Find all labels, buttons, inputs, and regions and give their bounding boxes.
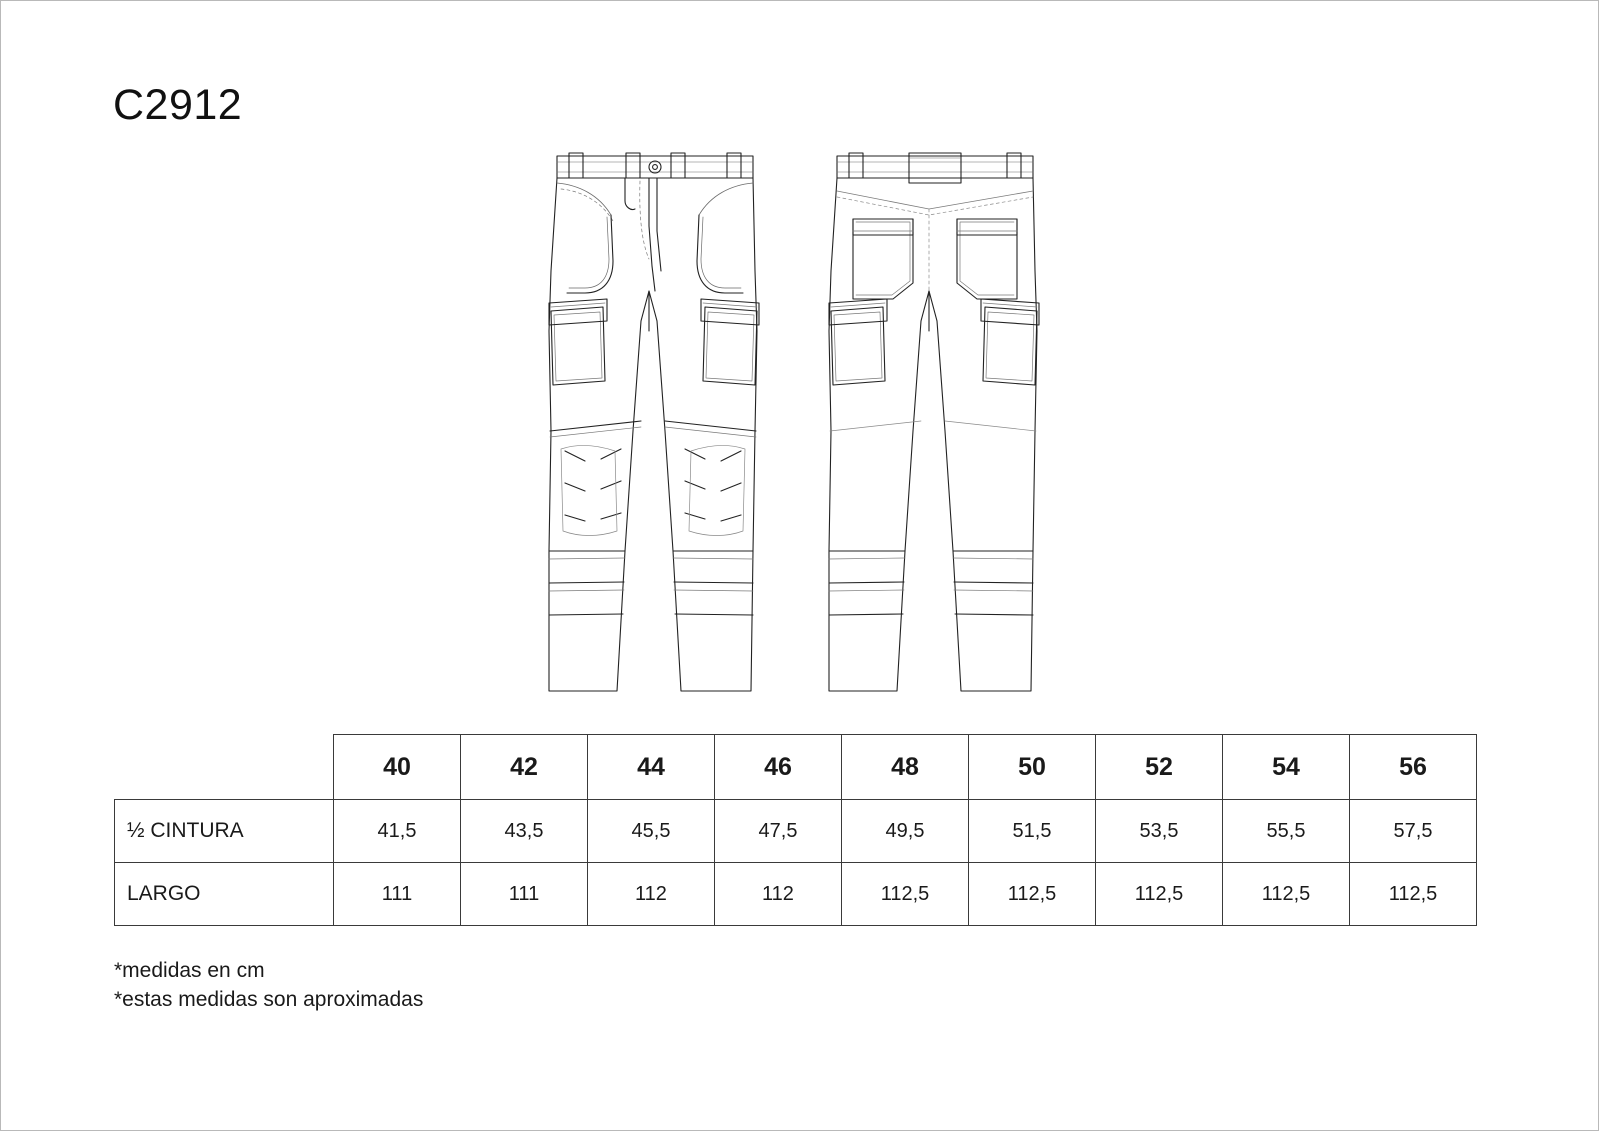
technical-drawing	[521, 131, 1121, 701]
size-header-48: 48	[842, 735, 969, 800]
size-header-40: 40	[334, 735, 461, 800]
size-header-52: 52	[1096, 735, 1223, 800]
table-row	[115, 800, 1477, 863]
row-label-largo: LARGO	[115, 863, 334, 926]
largo-value-44: 112	[588, 863, 715, 926]
cintura-value-40: 41,5	[334, 800, 461, 863]
cintura-value-56: 57,5	[1350, 800, 1477, 863]
cintura-value-46: 47,5	[715, 800, 842, 863]
row-label-cintura: ½ CINTURA	[115, 800, 334, 863]
table-corner-cell	[115, 735, 334, 800]
size-header-46: 46	[715, 735, 842, 800]
largo-value-40: 111	[334, 863, 461, 926]
table-row	[115, 863, 1477, 926]
largo-value-52: 112,5	[1096, 863, 1223, 926]
cintura-value-50: 51,5	[969, 800, 1096, 863]
size-header-42: 42	[461, 735, 588, 800]
largo-value-42: 111	[461, 863, 588, 926]
table-header-row	[115, 735, 1477, 800]
size-header-56: 56	[1350, 735, 1477, 800]
cintura-value-44: 45,5	[588, 800, 715, 863]
largo-value-46: 112	[715, 863, 842, 926]
cintura-value-42: 43,5	[461, 800, 588, 863]
size-header-44: 44	[588, 735, 715, 800]
size-chart-table	[114, 734, 1477, 926]
size-header-50: 50	[969, 735, 1096, 800]
pants-back-technical-drawing	[829, 153, 1039, 691]
page-title: C2912	[113, 81, 243, 129]
footnote-units: *medidas en cm	[114, 959, 265, 982]
largo-value-54: 112,5	[1223, 863, 1350, 926]
footnotes	[114, 956, 423, 1014]
cintura-value-54: 55,5	[1223, 800, 1350, 863]
size-header-54: 54	[1223, 735, 1350, 800]
largo-value-48: 112,5	[842, 863, 969, 926]
largo-value-50: 112,5	[969, 863, 1096, 926]
cintura-value-48: 49,5	[842, 800, 969, 863]
footnote-approx: *estas medidas son aproximadas	[114, 988, 424, 1011]
cintura-value-52: 53,5	[1096, 800, 1223, 863]
largo-value-56: 112,5	[1350, 863, 1477, 926]
pants-front-technical-drawing	[549, 153, 759, 691]
